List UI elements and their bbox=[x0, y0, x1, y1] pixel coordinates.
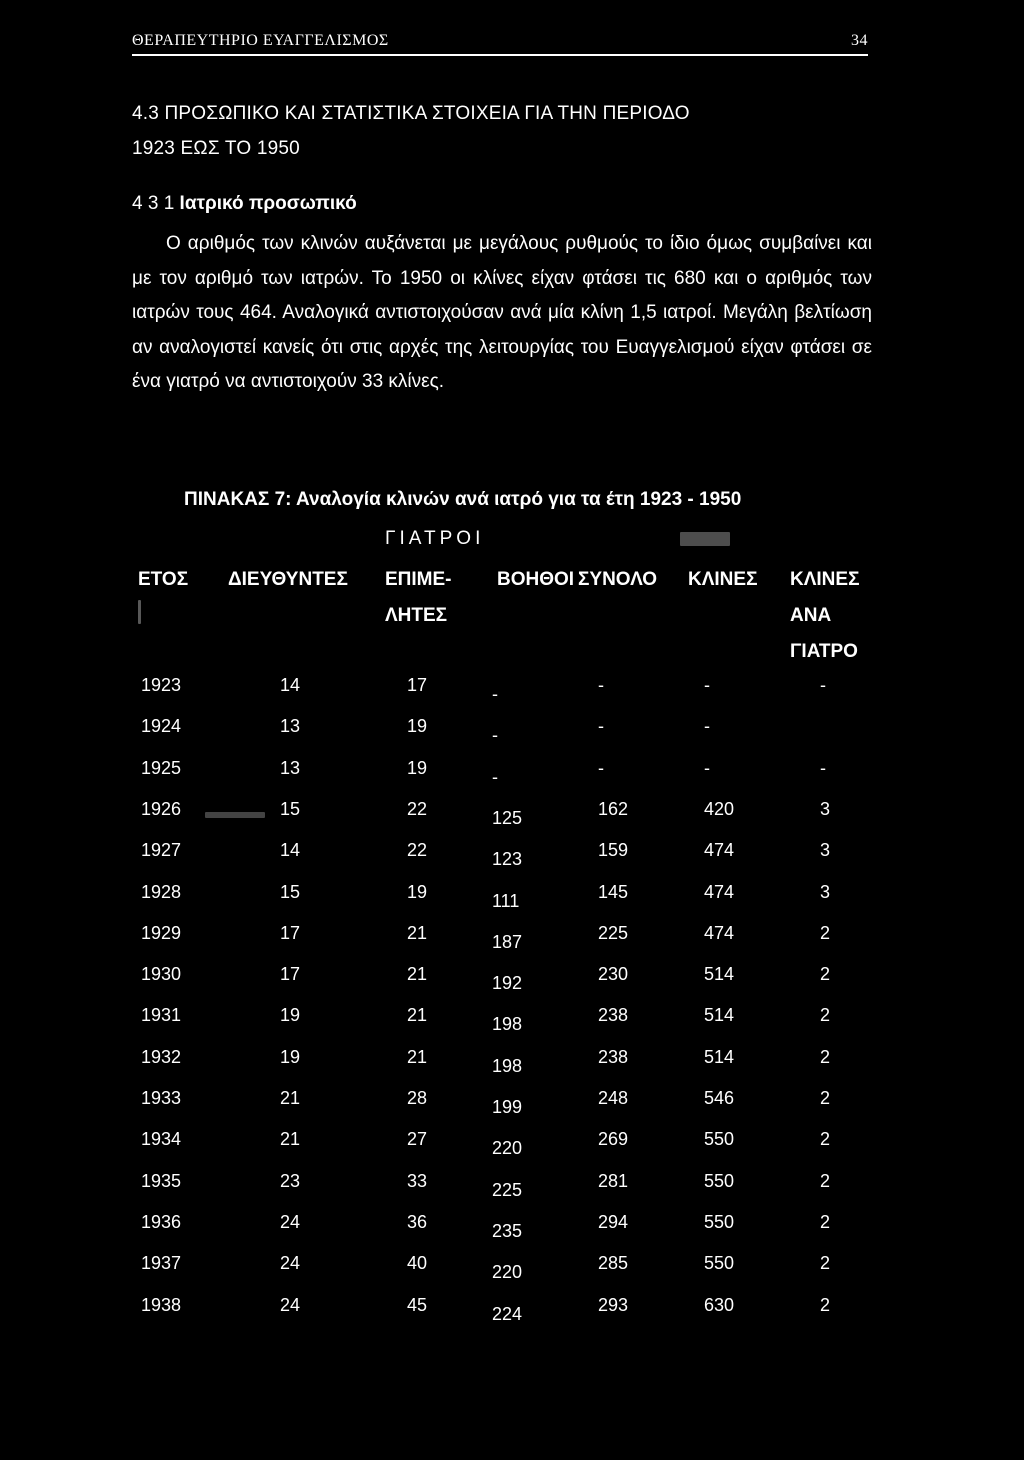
table-cell: 2 bbox=[820, 1253, 831, 1274]
table-cell: - bbox=[598, 675, 604, 695]
table-cell: 2 bbox=[820, 1088, 831, 1108]
row-year: 1938 bbox=[141, 1294, 182, 1315]
row-year: 1933 bbox=[141, 1088, 182, 1108]
table-cell: - bbox=[820, 675, 826, 695]
row-year: 1928 bbox=[141, 881, 182, 902]
column-header-line: ΕΤΟΣ bbox=[138, 569, 189, 590]
table-cell: 2 bbox=[820, 922, 831, 943]
table-cell: 123 bbox=[492, 849, 523, 870]
table-cell: 17 bbox=[280, 922, 301, 943]
body-paragraph bbox=[132, 227, 872, 400]
table-cell: 2 bbox=[820, 1005, 831, 1026]
table-cell: 514 bbox=[704, 1005, 735, 1026]
row-year: 1925 bbox=[141, 757, 182, 778]
table-cell: 22 bbox=[407, 840, 428, 861]
scan-noise bbox=[205, 812, 265, 818]
table-cell: - bbox=[704, 757, 710, 778]
table-cell: 199 bbox=[492, 1097, 523, 1117]
page-number: 34 bbox=[851, 32, 868, 49]
table-cell: 21 bbox=[407, 1046, 428, 1067]
table-cell: 187 bbox=[492, 931, 523, 952]
table-cell: 2 bbox=[820, 1211, 831, 1232]
table-cell: 293 bbox=[598, 1294, 629, 1315]
subsection-title: Ιατρικό προσωπικό bbox=[179, 193, 357, 214]
table-cell: 294 bbox=[598, 1211, 629, 1232]
column-header-line: ΣΥΝΟΛΟ bbox=[578, 569, 658, 590]
table-cell: 474 bbox=[704, 881, 735, 902]
row-year: 1934 bbox=[141, 1129, 182, 1150]
row-year: 1932 bbox=[141, 1046, 182, 1067]
column-header-line: ΑΝΑ bbox=[790, 605, 832, 626]
table-cell: 125 bbox=[492, 807, 523, 828]
table-cell: 630 bbox=[704, 1294, 735, 1315]
table-cell: 225 bbox=[492, 1179, 523, 1200]
header-rule bbox=[132, 54, 868, 56]
row-year: 1937 bbox=[141, 1253, 182, 1274]
table-cell: 111 bbox=[492, 890, 520, 911]
table-cell: 238 bbox=[598, 1046, 629, 1067]
table-cell: 14 bbox=[280, 675, 301, 695]
section-title bbox=[132, 96, 872, 166]
column-header bbox=[790, 562, 859, 670]
table-cell: 28 bbox=[407, 1088, 428, 1108]
column-header bbox=[688, 562, 757, 598]
table-cell: - bbox=[598, 757, 604, 778]
subsection-number: 4 3 1 bbox=[132, 193, 175, 214]
table-cell: 474 bbox=[704, 922, 735, 943]
table-cell: 15 bbox=[280, 881, 301, 902]
table-cell: 198 bbox=[492, 1014, 523, 1035]
table-cell: 21 bbox=[407, 964, 428, 985]
table-cell: - bbox=[492, 684, 498, 704]
row-year: 1936 bbox=[141, 1211, 182, 1232]
table-cell: 474 bbox=[704, 840, 735, 861]
table-cell: 19 bbox=[280, 1046, 301, 1067]
table-cell: 36 bbox=[407, 1211, 428, 1232]
scan-noise bbox=[138, 600, 141, 624]
table-cell: - bbox=[704, 675, 710, 695]
scan-noise bbox=[680, 532, 730, 546]
table-cell: 235 bbox=[492, 1220, 523, 1241]
table-cell: 13 bbox=[280, 757, 301, 778]
row-year: 1935 bbox=[141, 1170, 182, 1191]
table-cell: 24 bbox=[280, 1211, 301, 1232]
table-cell: 192 bbox=[492, 973, 523, 994]
table-cell: 162 bbox=[598, 798, 629, 819]
table-cell: 550 bbox=[704, 1211, 735, 1232]
table-cell: 3 bbox=[820, 798, 831, 819]
row-year: 1927 bbox=[141, 840, 182, 861]
table-cell: 269 bbox=[598, 1129, 629, 1150]
table-cell: 230 bbox=[598, 964, 629, 985]
column-header bbox=[497, 562, 574, 598]
table-cell: 21 bbox=[407, 1005, 428, 1026]
table-cell: 238 bbox=[598, 1005, 629, 1026]
table-cell: 2 bbox=[820, 1294, 831, 1315]
section-title-line-1: 4.3 ΠΡΟΣΩΠΙΚΟ ΚΑΙ ΣΤΑΤΙΣΤΙΚΑ ΣΤΟΙΧΕΙΑ ΓΙΑ ΤΗΝ ΠΕΡΙΟΔΟ bbox=[132, 103, 690, 124]
table-cell: 27 bbox=[407, 1129, 428, 1150]
table-cell: 285 bbox=[598, 1253, 629, 1274]
table-cell: - bbox=[492, 766, 498, 787]
section-title-line-2: 1923 ΕΩΣ ΤΟ 1950 bbox=[132, 138, 300, 159]
row-year: 1931 bbox=[141, 1005, 182, 1026]
table-cell: 21 bbox=[280, 1129, 301, 1150]
column-header bbox=[228, 562, 348, 598]
table-cell: 3 bbox=[820, 840, 831, 861]
table-group-label: ΓΙΑΤΡΟΙ bbox=[385, 528, 485, 549]
table-cell: 19 bbox=[407, 881, 428, 902]
table-cell: - bbox=[704, 716, 710, 737]
column-header bbox=[385, 562, 452, 634]
table-cell: 19 bbox=[407, 716, 428, 737]
table-cell: 224 bbox=[492, 1303, 523, 1324]
table-cell: 220 bbox=[492, 1138, 523, 1159]
table-cell: 550 bbox=[704, 1253, 735, 1274]
table-cell: 198 bbox=[492, 1055, 523, 1076]
table-cell: 21 bbox=[280, 1088, 301, 1108]
table-cell: 24 bbox=[280, 1294, 301, 1315]
column-header-line: ΛΗΤΕΣ bbox=[385, 605, 448, 626]
table-cell: 550 bbox=[704, 1129, 735, 1150]
table-cell: 14 bbox=[280, 840, 301, 861]
table-cell: 514 bbox=[704, 964, 735, 985]
row-year: 1923 bbox=[141, 675, 182, 695]
table-cell: 2 bbox=[820, 1170, 831, 1191]
column-header-line: ΚΛΙΝΕΣ bbox=[790, 569, 860, 590]
column-header bbox=[578, 562, 657, 598]
table-cell: 15 bbox=[280, 798, 301, 819]
column-header-line: ΕΠΙΜΕ- bbox=[385, 569, 452, 590]
table-cell: - bbox=[598, 716, 604, 737]
table-cell: 17 bbox=[407, 675, 428, 695]
table-cell: 514 bbox=[704, 1046, 735, 1067]
running-header-title: ΘΕΡΑΠΕΥΤΗΡΙΟ ΕΥΑΓΓΕΛΙΣΜΟΣ bbox=[132, 32, 389, 49]
table-cell: 281 bbox=[598, 1170, 629, 1191]
table-cell: 13 bbox=[280, 716, 301, 737]
row-year: 1930 bbox=[141, 964, 182, 985]
paragraph-text: Ο αριθμός των κλινών αυξάνεται με μεγάλους ρυθμούς το ίδιο όμως συμβαίνει και με τον αριθμό των ιατρών. Το 1950 οι κλίνες είχαν φτάσει τις 680 και ο αριθμός των ιατρών τους 464. Αναλογικά αντιστοιχούσαν ανά μία κλίνη 1,5 ιατροί. Μεγάλη βελτίωση αν αναλογιστεί κανείς ότι στις αρχές της λειτουργίας του Ευαγγελισμού είχαν φτάσει σε ένα γιατρό να αντιστοιχούν 33 κλίνες. bbox=[132, 233, 872, 392]
table-cell: 2 bbox=[820, 1046, 831, 1067]
table-cell: 420 bbox=[704, 798, 735, 819]
table-cell: 33 bbox=[407, 1170, 428, 1191]
table-caption: ΠΙΝΑΚΑΣ 7: Αναλογία κλινών ανά ιατρό για τα έτη 1923 - 1950 bbox=[184, 489, 742, 510]
row-year: 1929 bbox=[141, 922, 182, 943]
table-cell: 2 bbox=[820, 1129, 831, 1150]
table-cell: 225 bbox=[598, 922, 629, 943]
table-cell: 40 bbox=[407, 1253, 428, 1274]
table-cell: 21 bbox=[407, 922, 428, 943]
table-cell: - bbox=[820, 757, 826, 778]
table-cell: 550 bbox=[704, 1170, 735, 1191]
table-cell: 248 bbox=[598, 1088, 629, 1108]
row-year: 1926 bbox=[141, 798, 182, 819]
row-year: 1924 bbox=[141, 716, 182, 737]
table-cell: 159 bbox=[598, 840, 629, 861]
table-cell: - bbox=[492, 725, 498, 746]
column-header bbox=[138, 562, 188, 598]
table-cell: 22 bbox=[407, 798, 428, 819]
column-header-line: ΔΙΕΥΘΥΝΤΕΣ bbox=[228, 569, 348, 590]
table-cell: 546 bbox=[704, 1088, 735, 1108]
table-cell: 23 bbox=[280, 1170, 301, 1191]
table-cell: 17 bbox=[280, 964, 301, 985]
subsection-heading bbox=[132, 191, 357, 217]
column-header-line: ΚΛΙΝΕΣ bbox=[688, 569, 758, 590]
running-header bbox=[132, 32, 868, 56]
table-cell: 220 bbox=[492, 1262, 523, 1283]
table-cell: 3 bbox=[820, 881, 831, 902]
table-cell: 24 bbox=[280, 1253, 301, 1274]
column-header-line: ΓΙΑΤΡΟ bbox=[790, 641, 858, 662]
table-cell: 45 bbox=[407, 1294, 428, 1315]
table-cell: 145 bbox=[598, 881, 629, 902]
table-cell: 19 bbox=[280, 1005, 301, 1026]
column-header-line: ΒΟΗΘΟΙ bbox=[497, 569, 575, 590]
table-cell: 19 bbox=[407, 757, 428, 778]
table-cell: 2 bbox=[820, 964, 831, 985]
